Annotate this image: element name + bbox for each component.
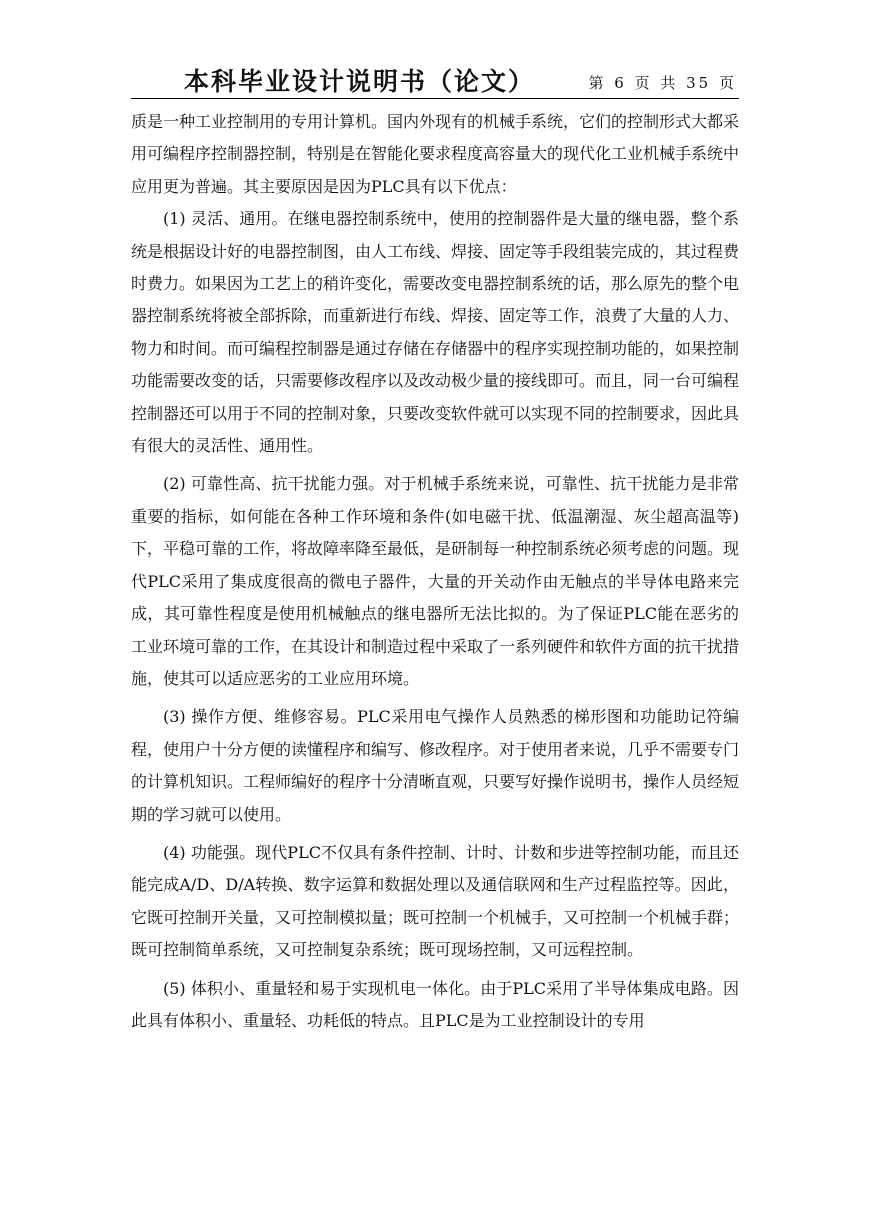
paragraph-item-4: (4) 功能强。现代PLC不仅具有条件控制、计时、计数和步进等控制功能，而且还能完成A/D、D/A转换、数字运算和数据处理以及通信联网和生产过程监控等。因此，它既可控制开关量，又可控制模拟量；既可控制一个机械手，又可控制一个机械手群；既可控制简单系统，又可控制复杂系统；既可现场控制，又可远程控制。 bbox=[131, 842, 740, 960]
paragraph-item-1: (1) 灵活、通用。在继电器控制系统中，使用的控制器件是大量的继电器，整个系统是根据设计好的电器控制图，由人工布线、焊接、固定等手段组装完成的，其过程费时费力。如果因为工艺上的稍许变化，需要改变电器控制系统的话，那么原先的整个电器控制系统将被全部拆除，而重新进行布线、焊接、固定等工作，浪费了大量的人力、物力和时间。而可编程控制器是通过存储在存储器中的程序实现控制功能的，如果控制功能需要改变的话，只需要修改程序以及改动极少量的接线即可。而且，同一台可编程控制器还可以用于不同的控制对象，只要改变软件就可以实现不同的控制要求，因此具有很大的灵活性、通用性。 bbox=[131, 209, 740, 456]
paragraph-item-3: (3) 操作方便、维修容易。PLC采用电气操作人员熟悉的梯形图和功能助记符编程，使用户十分方便的读懂程序和编写、修改程序。对于使用者来说，几乎不需要专门的计算机知识。工程师编好的程序十分清晰直观，只要写好操作说明书，操作人员经短期的学习就可以使用。 bbox=[131, 707, 740, 824]
document-title: 本科毕业设计说明书（论文） bbox=[184, 67, 536, 96]
paragraph-item-5: (5) 体积小、重量轻和易于实现机电一体化。由于PLC采用了半导体集成电路。因此具有体积小、重量轻、功耗低的特点。且PLC是为工业控制设计的专用 bbox=[131, 978, 739, 1030]
paragraph-continuation: 质是一种工业控制用的专用计算机。国内外现有的机械手系统，它们的控制形式大都采用可编程序控制器控制，特别是在智能化要求程度高容量大的现代化工业机械手系统中应用更为普遍。其主要原因是因为PLC具有以下优点： bbox=[131, 112, 740, 196]
paragraph-item-2: (2) 可靠性高、抗干扰能力强。对于机械手系统来说，可靠性、抗干扰能力是非常重要的指标，如何能在各种工作环境和条件(如电磁干扰、低温潮湿、灰尘超高温等)下，平稳可靠的工作，将故障率降至最低，是研制每一种控制系统必须考虑的问题。现代PLC采用了集成度很高的微电子器件，大量的开关动作由无触点的半导体电路来完成，其可靠性程度是使用机械触点的继电器所无法比拟的。为了保证PLC能在恶劣的工业环境可靠的工作，在其设计和制造过程中采取了一系列硬件和软件方面的抗干扰措施，使其可以适应恶劣的工业应用环境。 bbox=[131, 474, 740, 688]
body-text bbox=[131, 106, 739, 1037]
page-number: 第 6 页 共 35 页 bbox=[588, 74, 737, 92]
page-header bbox=[131, 60, 739, 99]
